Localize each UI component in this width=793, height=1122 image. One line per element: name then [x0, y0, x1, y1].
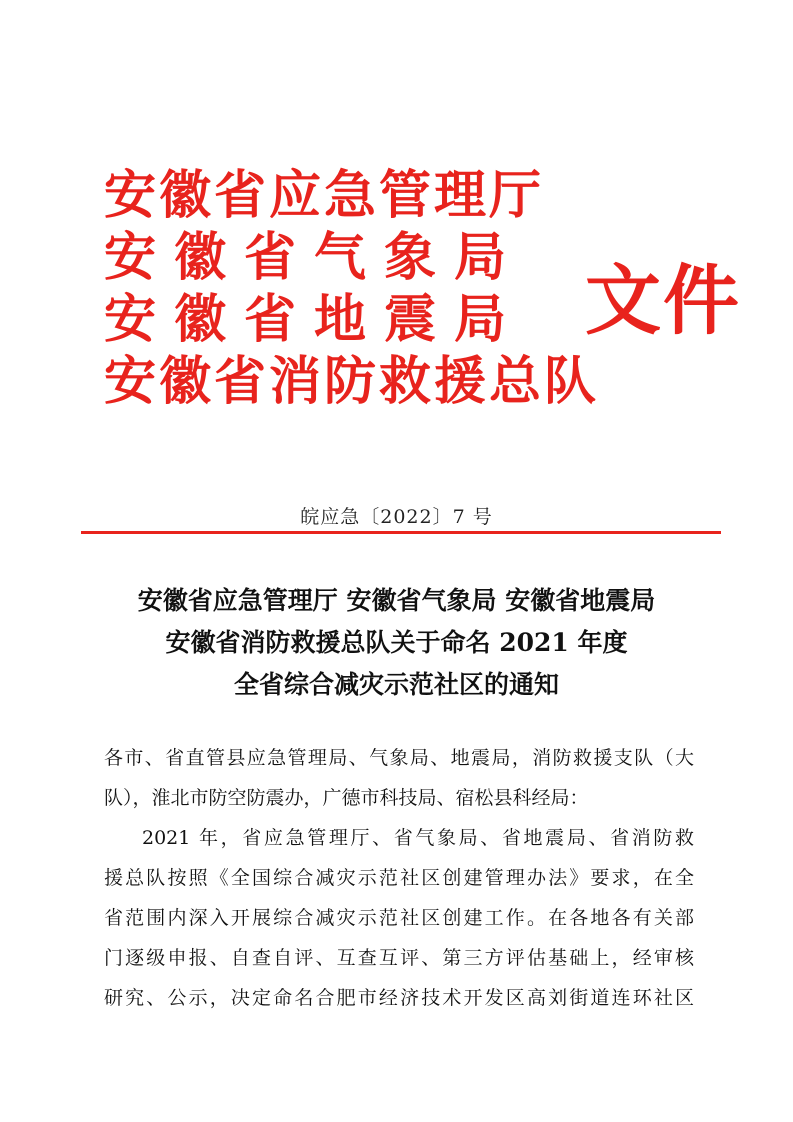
paragraph-line-5: 研究、公示，决定命名合肥市经济技术开发区高刘街道连环社区 — [104, 987, 694, 1009]
paragraph-line-3: 省范围内深入开展综合减灾示范社区创建工作。在各地各有关部 — [104, 907, 694, 929]
document-number: 皖应急〔2022〕7 号 — [300, 506, 493, 528]
salutation-line-1: 各市、省直管县应急管理局、气象局、地震局，消防救援支队（大 — [104, 747, 694, 769]
title-line-1: 安徽省应急管理厅 安徽省气象局 安徽省地震局 — [137, 586, 656, 615]
document-type-label: 文件 — [585, 256, 741, 345]
issuer-meteorological-bureau: 安徽省气象局 — [104, 227, 525, 288]
red-divider-line — [81, 531, 721, 534]
paragraph-line-2: 援总队按照《全国综合减灾示范社区创建管理办法》要求，在全 — [104, 867, 694, 889]
document-body — [104, 738, 694, 1018]
issuer-fire-rescue-corps: 安徽省消防救援总队 — [104, 351, 600, 412]
title-line-3: 全省综合减灾示范社区的通知 — [233, 670, 559, 699]
title-line-2: 安徽省消防救援总队关于命名 2021 年度 — [165, 628, 628, 657]
issuer-block — [104, 165, 600, 413]
paragraph-line-4: 门逐级申报、自查自评、互查互评、第三方评估基础上，经审核 — [104, 947, 694, 969]
paragraph-line-1: 2021 年，省应急管理厅、省气象局、省地震局、省消防救 — [142, 827, 694, 849]
document-title — [60, 580, 733, 706]
issuer-emergency-management: 安徽省应急管理厅 — [104, 165, 545, 226]
salutation-line-2: 队），淮北市防空防震办，广德市科技局、宿松县科经局： — [104, 787, 589, 809]
issuer-earthquake-bureau: 安徽省地震局 — [104, 289, 525, 350]
